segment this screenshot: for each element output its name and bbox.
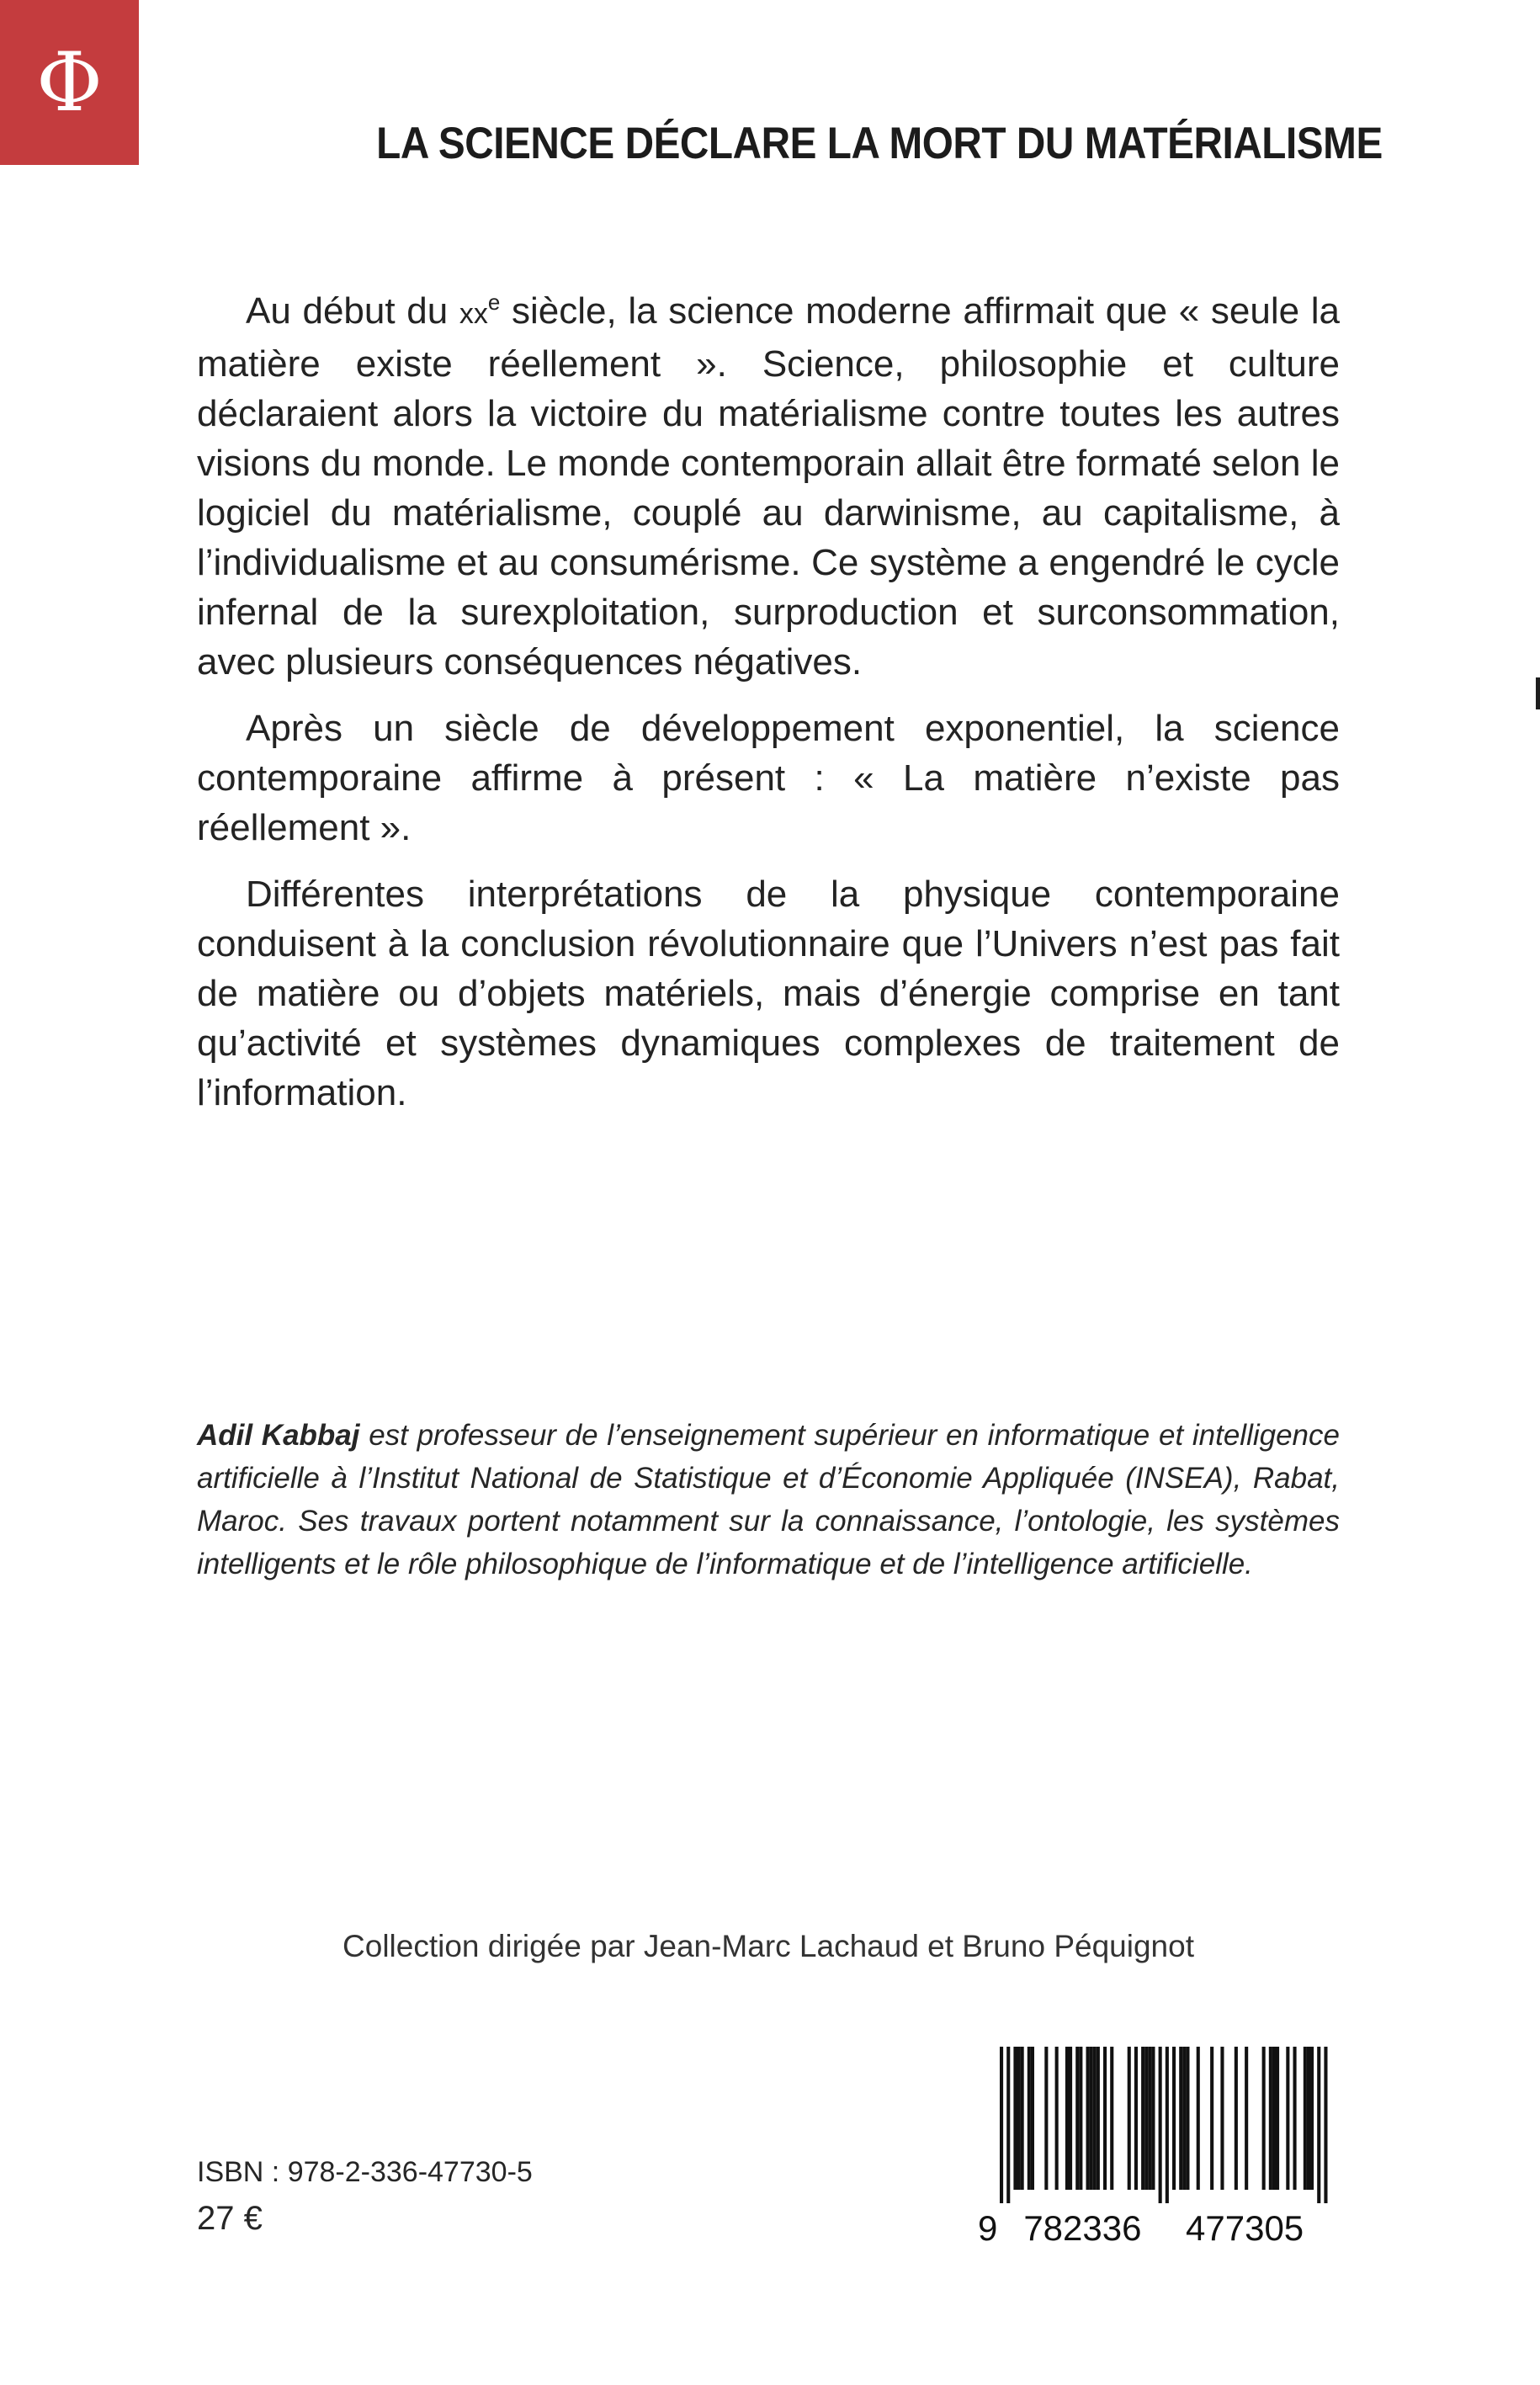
barcode-bar <box>1262 2047 1266 2190</box>
barcode-bar <box>1159 2047 1162 2203</box>
barcode-bar <box>1028 2047 1031 2190</box>
barcode-bar <box>1172 2047 1176 2190</box>
barcode-bar <box>1090 2047 1093 2190</box>
barcode-bar <box>1151 2047 1155 2190</box>
barcode-bar <box>1310 2047 1314 2190</box>
barcode-bar <box>1128 2047 1131 2190</box>
isbn: ISBN : 978-2-336-47730-5 <box>197 2156 533 2188</box>
description <box>197 278 1340 1134</box>
barcode-bar <box>1144 2047 1148 2190</box>
barcode-bar <box>1276 2047 1279 2190</box>
barcode-bar <box>1293 2047 1297 2190</box>
publisher-logo <box>0 0 139 165</box>
barcode-bar <box>1307 2047 1310 2190</box>
author-name: Adil Kabbaj <box>197 1419 360 1452</box>
barcode-graphic <box>976 2045 1344 2247</box>
barcode-bar <box>1013 2047 1017 2190</box>
barcode-bar <box>1272 2047 1276 2190</box>
barcode-bar <box>1055 2047 1059 2190</box>
barcode-bar <box>1197 2047 1200 2190</box>
barcode-digits: 782336 <box>1023 2208 1142 2247</box>
description-paragraph-3: Différentes interprétations de la physique contemporaine conduisent à la conclusion révolutionnaire que l’Univers n’est pas fait de matière ou d’objets matériels, mais d’énergie comprise en tant qu’activité et systèmes dynamiques complexes de traitement de l’information. <box>197 874 1340 1113</box>
barcode-bar <box>1097 2047 1100 2190</box>
barcode-bar <box>1220 2047 1224 2190</box>
barcode-bar <box>1065 2047 1069 2190</box>
barcode-bar <box>1245 2047 1248 2190</box>
barcode-bar <box>1141 2047 1144 2190</box>
barcode-bar <box>1179 2047 1182 2190</box>
barcode-bar <box>1093 2047 1097 2190</box>
collection-credit: Collection dirigée par Jean-Marc Lachaud et Bruno Péquignot <box>343 1929 1194 1963</box>
century-numeral: xx <box>459 298 488 330</box>
barcode-bar <box>1166 2047 1169 2203</box>
barcode-bar <box>1235 2047 1238 2190</box>
barcode-bar <box>1044 2047 1048 2190</box>
barcode-bar <box>1079 2047 1082 2190</box>
barcode-bar <box>1103 2047 1107 2190</box>
barcode-digits: 9 <box>978 2208 998 2247</box>
barcode-bar <box>1182 2047 1186 2190</box>
barcode-bar <box>1086 2047 1090 2190</box>
barcode-digits: 477305 <box>1186 2208 1304 2247</box>
description-paragraph-1: Au début du $xx^e$ siècle, la science moderne affirmait que « seule la matière existe réellement ». Science, philosophie et culture déclaraient alors la victoire du matérialisme contre toutes les autres visions du monde. Le monde contemporain allait être formaté selon le logiciel du matérialisme, couplé au darwinisme, au capitalisme, à l’individualisme et au consumérisme. Ce système a engendré le cycle infernal de la surexploitation, surproduction et surconsommation, avec plusieurs conséquences négatives. <box>197 289 1341 683</box>
barcode-bar <box>1304 2047 1307 2190</box>
barcode-bar <box>1000 2047 1003 2203</box>
barcode-bar <box>1186 2047 1189 2190</box>
barcode-bar <box>1069 2047 1072 2190</box>
barcode-bar <box>1031 2047 1034 2190</box>
barcode-bar <box>1148 2047 1151 2190</box>
phi-logo-icon: Φ <box>36 35 103 130</box>
barcode-bar <box>1006 2047 1010 2203</box>
book-title: LA SCIENCE DÉCLARE LA MORT DU MATÉRIALISME <box>376 119 1383 168</box>
barcode-bar <box>1021 2047 1024 2190</box>
barcode-bar <box>1210 2047 1213 2190</box>
century-superscript: e <box>487 289 501 315</box>
barcode-bar <box>1110 2047 1113 2190</box>
barcode-bar <box>1286 2047 1289 2190</box>
barcode-bar <box>1134 2047 1138 2190</box>
isbn-barcode <box>976 2045 1344 2247</box>
barcode-bar <box>1075 2047 1079 2190</box>
price: 27 € <box>197 2200 263 2237</box>
author-bio <box>197 1414 1340 1586</box>
author-bio-text: est professeur de l’enseignement supérieur en informatique et intelligence artificielle à l’Institut National de Statistique et d’Économie Appliquée (INSEA), Rabat, Maroc. Ses travaux portent notamment sur la connaissance, l’ontologie, les systèmes intelligents et le rôle philosophique de l’informatique et de l’intelligence artificielle. <box>197 1419 1340 1580</box>
description-paragraph-2: Après un siècle de développement exponentiel, la science contemporaine affirme à présent : « La matière n’existe pas réellement ». <box>197 708 1340 848</box>
barcode-bar <box>1017 2047 1021 2190</box>
spine-mark <box>1536 677 1540 709</box>
barcode-bar <box>1324 2047 1327 2203</box>
barcode-bar <box>1269 2047 1272 2190</box>
barcode-bar <box>1317 2047 1320 2203</box>
